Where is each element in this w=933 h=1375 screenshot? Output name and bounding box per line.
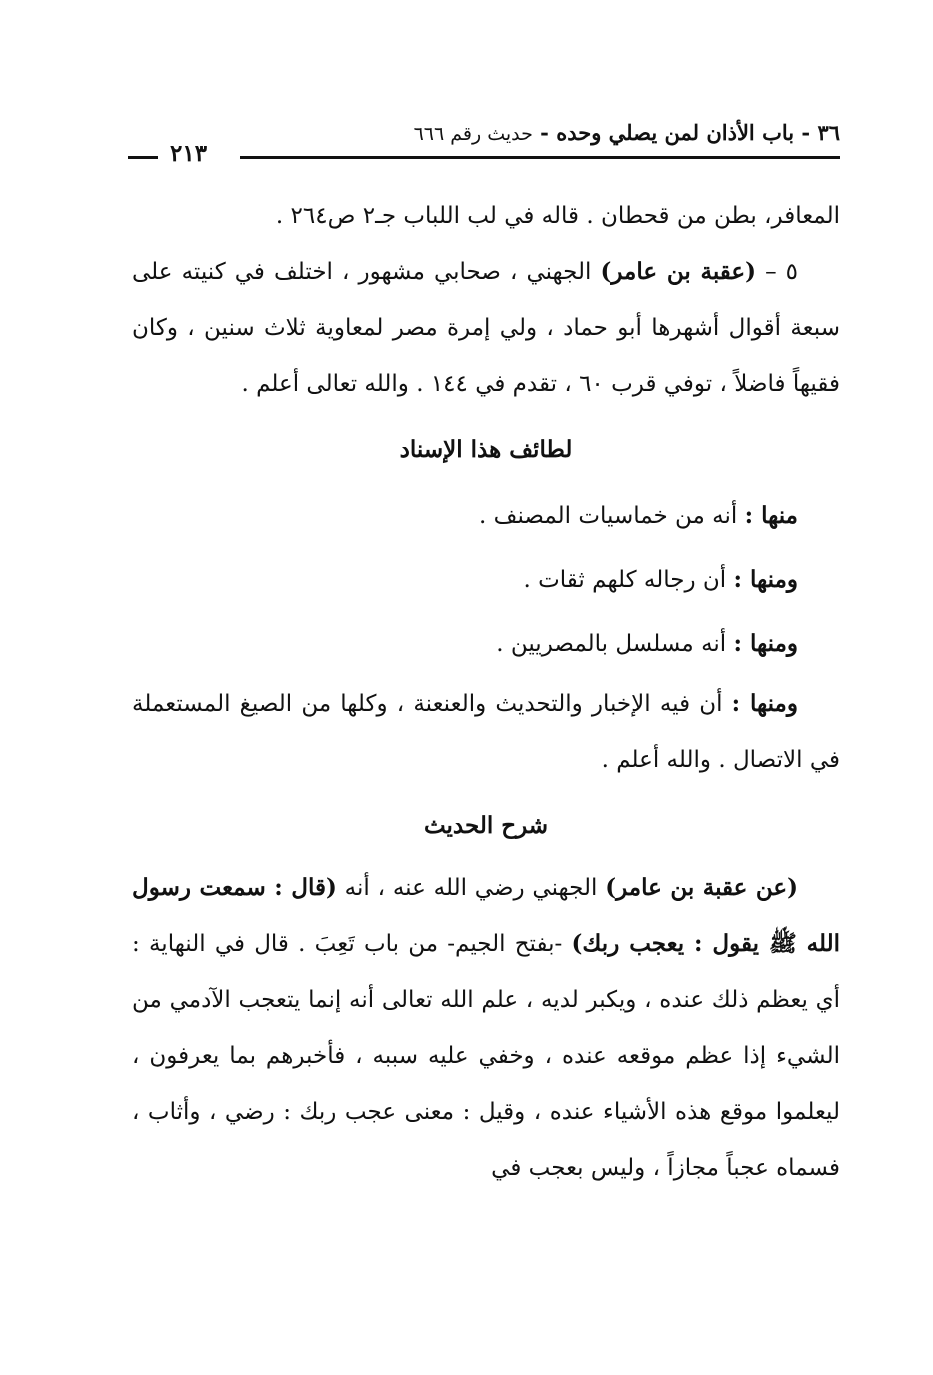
isnad-point — [132, 484, 840, 548]
paragraph-commentary — [132, 860, 840, 1196]
section-heading-commentary: شرح الحديث — [423, 812, 549, 839]
narrator-bio-text: الجهني ، صحابي مشهور ، اختلف في كنيته على سبعة أقوال أشهرها أبو حماد ، ولي إمرة مصر لمعاوية ثلاث سنين ، وكان فقيهاً فاضلاً ، توفي قرب ٦٠ ، تقدم في ١٤٤ . والله تعالى أعلم . — [132, 259, 840, 397]
hadith-reference: حديث رقم ٦٦٦ — [413, 123, 533, 145]
running-title: ٣٦ - باب الأذان لمن يصلي وحده - حديث رقم ٦٦٦ — [413, 120, 840, 145]
hadith-quote-1: (عن عقبة بن عامر) — [605, 874, 798, 901]
narrator-name: (عقبة بن عامر) — [600, 258, 757, 285]
point-label: ومنها : — [733, 630, 798, 657]
chapter-number: ٣٦ — [817, 120, 840, 145]
isnad-point — [132, 548, 840, 612]
point-text: أن فيه الإخبار والتحديث والعنعنة ، وكلها من الصيغ المستعملة في الاتصال . والله أعلم . — [132, 691, 840, 773]
page-body — [132, 188, 840, 1196]
hadith-quote-2: (قال : سمعت رسول الله ﷺ يقول : يعجب ربك) — [132, 874, 840, 957]
point-label: ومنها : — [731, 690, 798, 717]
commentary-text-2: -بفتح الجيم- من باب تَعِبَ . قال في النهاية : أي يعظم ذلك عنده ، ويكبر لديه ، علم الله تعالى أنه إنما يتعجب الآدمي من الشيء إذا عظم موقعه عنده ، وخفي عليه سببه ، فأخبرهم بما يعرفون ، ليعلموا موقع هذه الأشياء عنده ، وقيل : معنى عجب ربك : رضي ، وأثاب ، فسماه عجباً مجازاً ، وليس بعجب في — [132, 931, 840, 1181]
point-label: ومنها : — [733, 566, 798, 593]
section-heading-isnad: لطائف هذا الإسناد — [399, 436, 573, 463]
isnad-point — [132, 612, 840, 676]
point-text: أنه من خماسيات المصنف . — [479, 503, 745, 529]
isnad-point — [132, 676, 840, 788]
paragraph-continuation: المعافر، بطن من قحطان . قاله في لب اللباب جـ٢ ص٢٦٤ . — [275, 203, 840, 229]
header-rule — [240, 156, 840, 159]
commentary-text-1: الجهني رضي الله عنه ، أنه — [336, 875, 606, 901]
chapter-title: باب الأذان لمن يصلي وحده — [556, 120, 795, 145]
paragraph-narrator-bio — [132, 244, 840, 412]
item-number: ٥ – — [756, 259, 799, 285]
page-number-dash — [128, 156, 158, 159]
point-text: أن رجاله كلهم ثقات . — [523, 567, 734, 593]
point-text: أنه مسلسل بالمصريين . — [496, 631, 734, 657]
page-number: ٢١٣ — [170, 140, 208, 167]
page-header — [128, 118, 840, 168]
point-label: منها : — [744, 502, 798, 529]
